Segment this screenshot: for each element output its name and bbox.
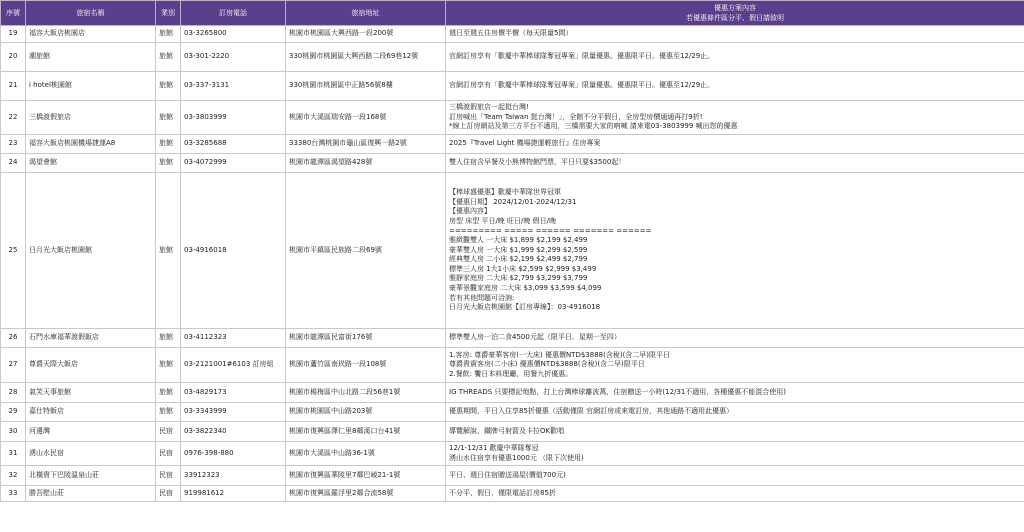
cell-hotel-name: 嘉仕特飯店: [26, 403, 156, 422]
offer-line: 標準雙人房一泊二食4500元起（限平日、星期一至四）: [449, 333, 621, 342]
offer-line: 豪華景觀家庭房 二大床 $3,099 $3,599 $4,099: [449, 284, 602, 293]
table-row: [1, 135, 1024, 154]
table-row: [1, 403, 1024, 422]
cell-phone: 03-4072999: [181, 154, 286, 173]
cell-index: 26: [1, 329, 26, 348]
cell-address: 330桃園市桃園區中正路56號8樓: [286, 72, 446, 101]
cell-address: 桃園市大溪區瑞安路一段168號: [286, 101, 446, 135]
cell-offer: [446, 466, 1024, 486]
col-header-address: 旅宿地址: [286, 1, 446, 26]
cell-address: 桃園市復興區澤仁里8鄰溪口台41號: [286, 422, 446, 442]
offer-line: 不分平、假日，僅限電話訂房85折: [449, 488, 556, 497]
cell-business-type: 旅館: [156, 383, 181, 403]
cell-index: 27: [1, 348, 26, 383]
cell-business-type: 民宿: [156, 486, 181, 502]
cell-phone: 03-2121001#6103 訂房組: [181, 348, 286, 383]
cell-business-type: 民宿: [156, 422, 181, 442]
table-row: [1, 26, 1024, 43]
cell-hotel-name: 日月光大飯店桃園館: [26, 173, 156, 329]
cell-business-type: 民宿: [156, 466, 181, 486]
cell-index: 33: [1, 486, 26, 502]
cell-business-type: 旅館: [156, 403, 181, 422]
cell-business-type: 旅館: [156, 348, 181, 383]
cell-hotel-name: 渴望會館: [26, 154, 156, 173]
offer-header-note: 若優惠條件區分平、假日請敘明: [686, 14, 784, 22]
cell-index: 28: [1, 383, 26, 403]
cell-hotel-name: 氣笑天事旅館: [26, 383, 156, 403]
col-header-offer: [446, 1, 1024, 26]
offer-line: 官網訂房享有「歡慶中華棒球隊奪冠專案」限量優惠。優惠限平日。優惠至12/29止。: [449, 52, 715, 61]
cell-phone: 03-3343999: [181, 403, 286, 422]
offer-line: 優惠期間，平日入住享85折優惠（活動僅限 官網訂房或來電訂房，其他通路不適用此優惠）: [449, 407, 734, 416]
offer-line: 雙人住宿含早餐及小熊博物館門票，平日只要$3500起！: [449, 158, 626, 167]
cell-address: 33380台灣桃園市龜山區復興一路2號: [286, 135, 446, 154]
offer-line: 週日至週五住房價半價（每天限量5間）: [449, 29, 573, 38]
table-row: [1, 442, 1024, 466]
offer-line: 2025『Travel Light 機場捷運輕旅行』住房專案: [449, 139, 601, 148]
cell-offer: [446, 486, 1024, 502]
table-row: [1, 173, 1024, 329]
table-row: [1, 154, 1024, 173]
cell-hotel-name: 河邊灣: [26, 422, 156, 442]
offer-line: 標準三人房 1大1小床 $2,599 $2,999 $3,499: [449, 264, 597, 273]
cell-business-type: 旅館: [156, 135, 181, 154]
cell-business-type: 旅館: [156, 43, 181, 72]
cell-hotel-name: 湧山水民宿: [26, 442, 156, 466]
cell-index: 32: [1, 466, 26, 486]
table-row: [1, 101, 1024, 135]
offer-line: ========= ===== ====== ======= ======: [449, 226, 652, 235]
col-header-phone: 訂房電話: [181, 1, 286, 26]
cell-business-type: 旅館: [156, 154, 181, 173]
cell-phone: 03-4916018: [181, 173, 286, 329]
col-header-index: 序號: [1, 1, 26, 26]
cell-offer: [446, 422, 1024, 442]
cell-address: 桃園市復興區華陵里7鄰巴崚21-1號: [286, 466, 446, 486]
cell-phone: 03-3265800: [181, 26, 286, 43]
cell-hotel-name: 福容大飯店桃園店: [26, 26, 156, 43]
offer-line: 日月光大飯店桃園館【訂房專線】：03-4916018: [449, 303, 601, 312]
cell-address: 桃園市平鎮區民族路二段69號: [286, 173, 446, 329]
cell-hotel-name: 北橫貴下巴陵溫泉山莊: [26, 466, 156, 486]
offer-line: 湧山水住宿享有優惠1000元 （限下次使用): [449, 453, 584, 462]
table-row: [1, 43, 1024, 72]
offer-line: IG THREADS 只要標記炮點，打上台灣棒球離波萬，住宿贈送一小時(12/31不適用，各種優惠不能混合使用): [449, 387, 787, 396]
cell-offer: [446, 442, 1024, 466]
offer-line: 若有其他問題可洽詢:: [449, 293, 515, 302]
cell-offer: [446, 348, 1024, 383]
offer-line: 【優惠日期】 2024/12/01-2024/12/31: [449, 197, 577, 206]
cell-hotel-name: 尊爵天際大飯店: [26, 348, 156, 383]
cell-offer: [446, 383, 1024, 403]
cell-phone: 03-4829173: [181, 383, 286, 403]
cell-hotel-name: 潮旅館: [26, 43, 156, 72]
offer-line: 官網訂房享有「歡慶中華棒球隊奪冠專案」限量優惠。優惠限平日。優惠至12/29止。: [449, 81, 715, 90]
offer-line: *線上訂房網站及第三方平台不適用，三橋需要大家的吶喊 請來電03-3803999 喊出您的優惠: [449, 122, 738, 131]
offer-line: 雅緻觀雙人 一大床 $1,899 $2,199 $2,499: [449, 236, 588, 245]
cell-hotel-name: 福容大飯店桃園機場捷運A8: [26, 135, 156, 154]
cell-index: 29: [1, 403, 26, 422]
cell-business-type: 旅館: [156, 101, 181, 135]
table-row: [1, 348, 1024, 383]
offer-line: 房型 床型 平日/晚 旺日/晚 假日/晚: [449, 216, 556, 225]
table-row: [1, 486, 1024, 502]
col-header-name: 旅宿名稱: [26, 1, 156, 26]
cell-offer: [446, 329, 1024, 348]
cell-index: 31: [1, 442, 26, 466]
offer-line: 雅靜家庭房 二大床 $2,799 $3,299 $3,799: [449, 274, 588, 283]
cell-phone: 0976-398-880: [181, 442, 286, 466]
cell-phone: 33912323: [181, 466, 286, 486]
offer-line: 尊爵貴賓客房(二小床) 優惠價NTD$3888(含稅)(含二早)限平日: [449, 360, 645, 369]
cell-business-type: 旅館: [156, 26, 181, 43]
cell-business-type: 旅館: [156, 329, 181, 348]
cell-offer: [446, 101, 1024, 135]
offer-line: 2.餐飲: 饗日本料理廳，用餐九折優惠。: [449, 369, 573, 378]
cell-hotel-name: 石門水庫福華渡假飯店: [26, 329, 156, 348]
cell-phone: 03-4112323: [181, 329, 286, 348]
cell-business-type: 旅館: [156, 72, 181, 101]
cell-offer: [446, 26, 1024, 43]
cell-business-type: 旅館: [156, 173, 181, 329]
cell-phone: 03-3285688: [181, 135, 286, 154]
cell-hotel-name: 勝吾墅山莊: [26, 486, 156, 502]
cell-phone: 919981612: [181, 486, 286, 502]
offer-line: 三橋渡假旅店一起挺台灣!: [449, 103, 529, 112]
offer-line: 豪華雙人房 一大床 $1,999 $2,299 $2,599: [449, 245, 588, 254]
cell-hotel-name: 三橋渡假旅店: [26, 101, 156, 135]
cell-index: 19: [1, 26, 26, 43]
table-header-row: [1, 1, 1024, 26]
cell-offer: [446, 72, 1024, 101]
cell-address: 桃園市桃園區大興西路一段200號: [286, 26, 446, 43]
cell-address: 桃園市復興區羅浮里2鄰合流58號: [286, 486, 446, 502]
cell-phone: 03-3803999: [181, 101, 286, 135]
cell-offer: [446, 135, 1024, 154]
table-row: [1, 383, 1024, 403]
cell-address: 桃園市大溪區中山路36-1號: [286, 442, 446, 466]
cell-phone: 03-301-2220: [181, 43, 286, 72]
offer-line: 【棒球盛優惠】歡慶中華隊世界冠軍: [449, 188, 561, 197]
offer-line: 平日、週日住宿贈送湯屋(價值700元): [449, 470, 566, 479]
cell-address: 桃園市龍潭區民富街176號: [286, 329, 446, 348]
cell-address: 桃園市龍潭區渴望路428號: [286, 154, 446, 173]
table-row: [1, 329, 1024, 348]
table-row: [1, 466, 1024, 486]
table-row: [1, 72, 1024, 101]
offer-line: 訂房喊出「Team Taiwan 挺台灣！」，全館不分平假日，全房型房價通通再打9折!: [449, 112, 703, 121]
cell-index: 30: [1, 422, 26, 442]
cell-phone: 03-337-3131: [181, 72, 286, 101]
offer-line: 12/1-12/31 歡慶中華隊奪冠: [449, 443, 539, 452]
cell-index: 21: [1, 72, 26, 101]
cell-address: 330桃園市桃園區大興西路二段69巷12號: [286, 43, 446, 72]
cell-index: 23: [1, 135, 26, 154]
offer-line: 導覽解說、鐵牌弓射箭及卡拉OK歡唱: [449, 426, 565, 435]
cell-address: 桃園市蘆竹區南崁路一段108號: [286, 348, 446, 383]
col-header-type: 業別: [156, 1, 181, 26]
cell-index: 24: [1, 154, 26, 173]
cell-phone: 03-3822340: [181, 422, 286, 442]
offer-line: 【優惠內容】: [449, 207, 491, 216]
cell-business-type: 民宿: [156, 442, 181, 466]
cell-hotel-name: i hotel桃園館: [26, 72, 156, 101]
offer-line: 經典雙人房 二小床 $2,199 $2,499 $2,799: [449, 255, 588, 264]
offer-line: 1.客房: 尊爵豪華客房(一大床) 優惠價NTD$3888(含稅)(含二早)限平日: [449, 350, 671, 359]
cell-address: 桃園市楊梅區中山北路二段56巷1號: [286, 383, 446, 403]
cell-offer: [446, 43, 1024, 72]
cell-offer: [446, 403, 1024, 422]
cell-index: 22: [1, 101, 26, 135]
cell-index: 25: [1, 173, 26, 329]
table-row: [1, 422, 1024, 442]
cell-address: 桃園市桃園區中山路203號: [286, 403, 446, 422]
cell-index: 20: [1, 43, 26, 72]
cell-offer: [446, 154, 1024, 173]
cell-offer: [446, 173, 1024, 329]
offer-header-title: 優惠方案內容: [714, 4, 756, 12]
